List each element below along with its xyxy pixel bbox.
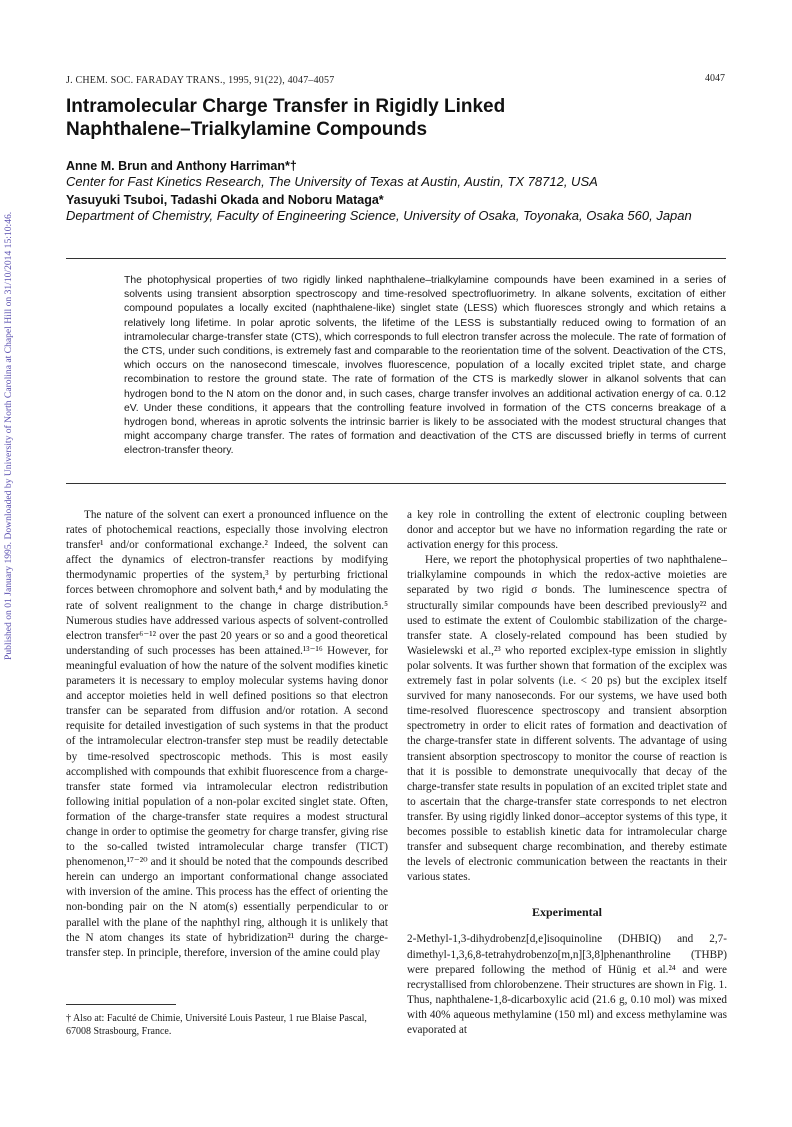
- footnote-divider: [66, 1004, 176, 1005]
- article-title: [66, 95, 686, 141]
- affiliation-1: Center for Fast Kinetics Research, The University of Texas at Austin, Austin, TX 78712, USA: [66, 174, 598, 189]
- authors-block: [66, 158, 726, 226]
- footnote: † Also at: Faculté de Chimie, Université Louis Pasteur, 1 rue Blaise Pascal, 67008 Strasbourg, France.: [66, 1013, 367, 1037]
- left-column: [66, 508, 388, 961]
- affiliation-2: Department of Chemistry, Faculty of Engineering Science, University of Osaka, Toyonaka, Osaka 560, Japan: [66, 208, 692, 223]
- author-names-2: Yasuyuki Tsuboi, Tadashi Okada and Noboru Mataga*: [66, 193, 384, 207]
- abstract-divider: [66, 483, 726, 484]
- page-number: 4047: [705, 73, 725, 84]
- intro-paragraph-continued: a key role in controlling the extent of electronic coupling between donor and acceptor but we have no information regarding the rate or activation energy for this process.: [407, 509, 727, 552]
- download-watermark: Published on 01 January 1995. Downloaded by University of North Carolina at Chapel Hill on 31/10/2014 15:10:46.: [3, 211, 14, 660]
- intro-paragraph-1: The nature of the solvent can exert a pronounced influence on the rates of photochemical reactions, especially those involving electron transfer¹ and/or conformational exchange.² Indeed, the solvent can affect the dynamics of electron-transfer reactions by modifying thermodynamic properties of the system,³ by perturbing frictional forces between chromophore and solvent bath,⁴ and by modulating the rate of solvent realignment to the change in charge distribution.⁵ Numerous studies have addressed various aspects of solvent-controlled electron transfer⁶⁻¹² over the past 20 years or so and a good theoretical understanding of such processes has been attained.¹³⁻¹⁶ However, for meaningful evaluation of how the nature of the solvent modifies kinetic parameters it is necessary to employ molecular systems having donor and acceptor moieties held in well defined positions so that electron transfer can be separated from diffusion and/or rotation. A second requisite for detailed investigation of such systems in that the product of the intramolecular electron-transfer step must be readily detectable by time-resolved spectroscopic methods. This is most easily accomplished with compounds that exhibit fluorescence from a charge-transfer state formed via intramolecular electron redistribution following initial population of a non-polar excited singlet state. Often, formation of the charge-transfer state requires a modest structural change in order to optimise the geometry for charge transfer, giving rise to the so-called twisted intramolecular charge transfer (TICT) phenomenon,¹⁷⁻²⁰ and it should be noted that the compounds described herein can undergo an important conformational change associated with inversion of the amine. This process has the effect of orienting the non-bonding pair on the N atom(s) essentially perpendicular to or parallel with the plane of the naphthyl ring, although it is unlikely that the N atom changes its state of hybridization²¹ during the charge-transfer step. In principle, therefore, inversion of the amine could play: [66, 509, 388, 959]
- abstract: The photophysical properties of two rigidly linked naphthalene–trialkylamine compounds have been examined in a series of solvents using transient absorption spectroscopy and time-resolved spectrofluorimetry. In alkane solvents, excitation of either compound populates a locally excited (naphthalene-like) singlet state (LESS) which fluoresces strongly and which retains a relatively long lifetime. In polar aprotic solvents, the lifetime of the LESS is substantially reduced owing to formation of an intramolecular charge-transfer state (CTS), which corresponds to full electron transfer across the molecule. The rate of formation of the CTS, under such conditions, is extremely fast and comparable to the reorientation time of the solvent. Deactivation of the CTS, which occurs on the nanosecond timescale, involves fluorescence, population of a locally excited triplet state, and charge recombination to restore the ground state. The rate of formation of the CTS is markedly slower in alkanol solvents that can hydrogen bond to the N atom on the donor and, in such cases, charge transfer involves an additional activation energy of ca. 0.12 eV. Under these conditions, it appears that the controlling feature involved in formation of the CTS concerns breakage of a hydrogen bond, whereas in aprotic solvents the intrinsic barrier is likely to be associated with the modest structural changes that might accompany charge transfer. The rates of formation and deactivation of the CTS are discussed briefly in terms of current electron-transfer theory.: [124, 275, 726, 457]
- section-heading-experimental: Experimental: [532, 905, 602, 920]
- experimental-paragraph-1: 2-Methyl-1,3-dihydrobenz[d,e]isoquinoline (DHBIQ) and 2,7-dimethyl-1,3,6,8-tetrahydrobenzo[m,n][3,8]phenanthroline (THBP) were prepared following the method of Hünig et al.²⁴ and were recrystallised from chlorobenzene. Their structures are shown in Fig. 1. Thus, naphthalene-1,8-dicarboxylic acid (21.6 g, 0.10 mol) was mixed with 40% aqueous methylamine (150 ml) and excess methylamine was evaporated at: [407, 933, 727, 1036]
- running-head: J. CHEM. SOC. FARADAY TRANS., 1995, 91(22), 4047–4057: [66, 75, 335, 86]
- header-divider: [66, 258, 726, 259]
- title-line-2: Naphthalene–Trialkylamine Compounds: [66, 119, 428, 140]
- title-line-1: Intramolecular Charge Transfer in Rigidly Linked: [66, 96, 506, 117]
- right-column: [407, 508, 727, 1038]
- author-names-1: Anne M. Brun and Anthony Harriman*†: [66, 159, 297, 173]
- intro-paragraph-2: Here, we report the photophysical properties of two naphthalene–trialkylamine compounds in which the redox-active moieties are separated by two rigid σ bonds. The luminescence spectra of structurally similar compounds have been described previously²² and used to estimate the extent of Coulombic stabilization of the charge-transfer state. A closely-related compound has been studied by Wasielewski et al.,²³ who reported exciplex-type emission in slightly polar solvents. It was further shown that formation of the exciplex was extremely fast in polar solvents (i.e. < 20 ps) but the exciplex itself survived for many nanoseconds. For our systems, we have used both time-resolved fluorescence spectroscopy and transient absorption spectrometry in order to elicit rates of formation and deactivation of the charge-transfer state in different solvents. The advantage of using transient absorption spectroscopy to monitor the course of reaction is that it is possible to demonstrate unequivocally that decay of the charge-transfer state results in population of an excited triplet state and to ascertain that the charge-transfer state corresponds to net electron transfer. By using rigidly linked donor–acceptor systems of this type, it becomes possible to establish kinetic data for intramolecular charge transfer and subsequent charge recombination, and thereby estimate the levels of electronic communication between the reactants in their various states.: [407, 554, 727, 884]
